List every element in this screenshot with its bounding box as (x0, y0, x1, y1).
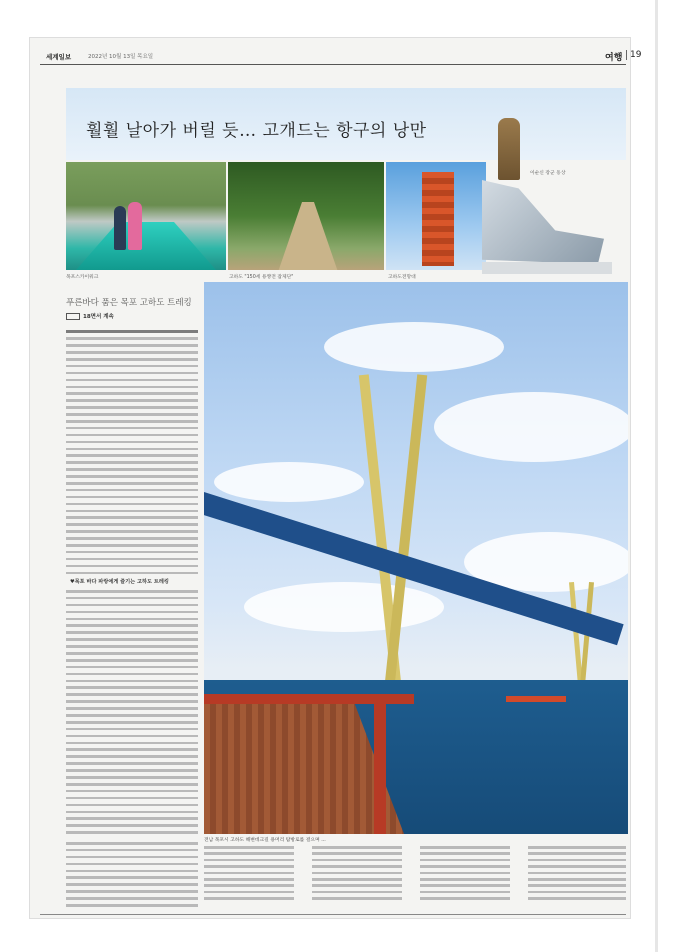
caption-statue: 이순신 장군 동상 (530, 171, 566, 176)
body-text-lines (66, 590, 198, 838)
main-photo-caption: 전남 목포시 고하도 해변데크길 용머리 탐방로를 걸으며 ... (204, 838, 326, 843)
forest-trail-photo (228, 162, 384, 270)
observatory-photo (386, 162, 486, 270)
body-text-lines (66, 330, 198, 576)
bottom-column-2 (312, 846, 402, 904)
header-rule (40, 64, 626, 65)
article-subheading: 푸른바다 품은 목포 고하도 트레킹 (66, 298, 192, 308)
section-name: 여행 (605, 53, 623, 63)
statue-base (482, 262, 612, 274)
bridge-photo (204, 282, 628, 834)
footer-rule (40, 914, 626, 915)
series-text: 18면서 계속 (83, 314, 114, 320)
article-section-title: ♥목포 바다 파랑에게 즐기는 고하도 트레킹 (70, 579, 169, 585)
cloud (214, 462, 364, 502)
series-label (66, 312, 114, 320)
skywalk-photo (66, 162, 226, 270)
page-number: 19 (626, 50, 641, 60)
ship (506, 696, 566, 702)
page-header (30, 50, 642, 64)
article-column-part2 (66, 590, 198, 838)
visitor-figure (128, 202, 142, 250)
cloud (324, 322, 504, 372)
trail-path (278, 202, 338, 270)
article-column-part1 (66, 330, 198, 576)
admiral-statue-figure (498, 118, 520, 180)
headline: 훨훨 날아가 버릴 듯… 고개드는 항구의 낭만 (86, 121, 427, 141)
bridge-pylon (383, 374, 427, 703)
bottom-column-4 (528, 846, 626, 904)
bottom-column-3 (420, 846, 510, 904)
cloud (244, 582, 444, 632)
body-text-lines (66, 842, 198, 907)
article-column-part3 (66, 842, 198, 912)
caption-trail: 고하도 "150세 용짱전 잡제단" (229, 275, 294, 280)
page-fold-edge (655, 0, 658, 952)
caption-observatory: 고하도전망대 (388, 275, 416, 280)
boardwalk-railing (374, 702, 386, 834)
series-box-icon (66, 313, 80, 320)
bottom-column-1 (204, 846, 294, 904)
glass-walkway (76, 222, 216, 270)
paper-name: 세계일보 (46, 53, 72, 61)
caption-skywalk: 목포스카이워크 (66, 275, 99, 280)
cloud (434, 392, 628, 462)
issue-date: 2022년 10월 13일 목요일 (88, 54, 154, 60)
observatory-tower (422, 172, 454, 266)
visitor-figure (114, 206, 126, 250)
